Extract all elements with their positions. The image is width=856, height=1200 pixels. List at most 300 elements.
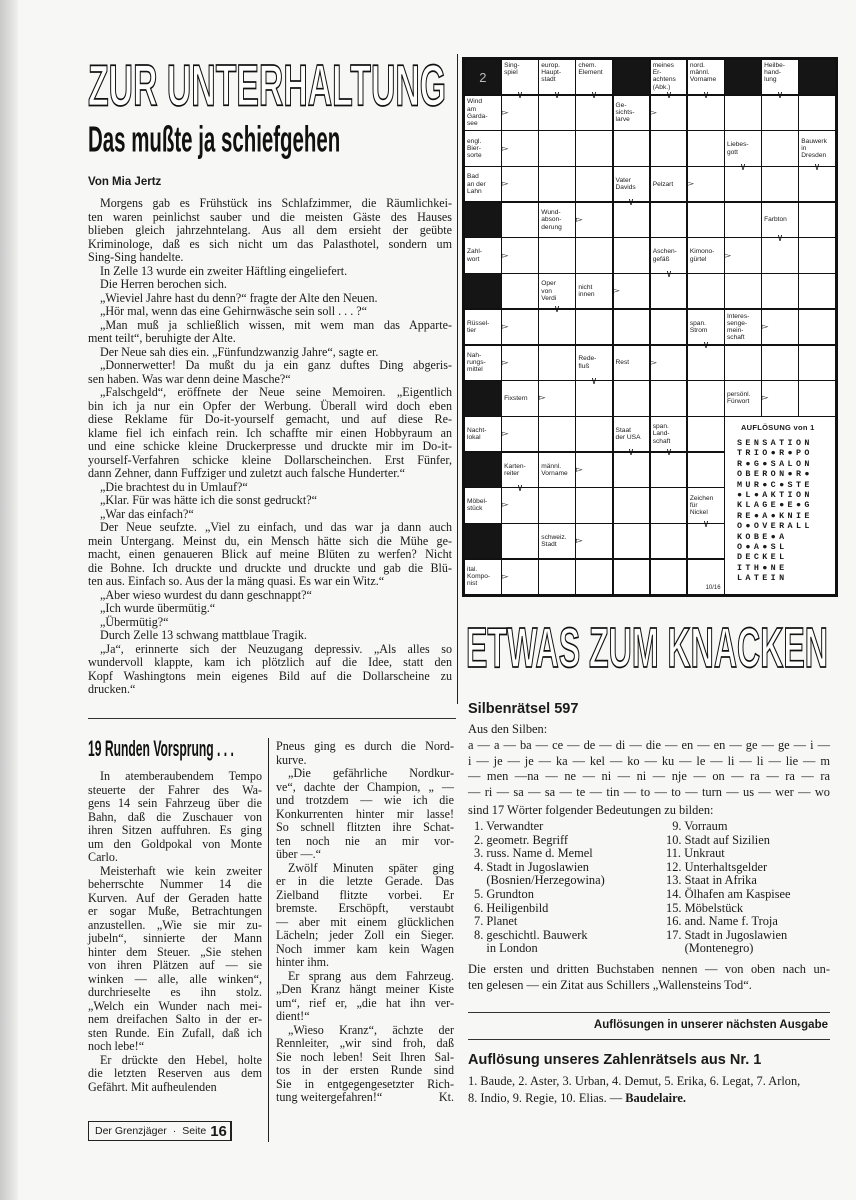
clue-text: Heilbe- hand- lung — [764, 62, 785, 84]
paragraph — [88, 197, 452, 265]
clue-cell — [614, 96, 657, 130]
clue-text: meines Er- achtens (Abk.) — [652, 62, 676, 91]
empty-cell[interactable] — [799, 310, 835, 344]
clue-text: Nacht- lokal — [467, 426, 487, 442]
empty-cell[interactable] — [576, 417, 612, 451]
solution-line: DECKEL — [736, 552, 788, 563]
arrow-down-icon: V — [740, 162, 745, 172]
text-line: „Wieviel Jahre hast du denn?“ fragte der Alte den Neuen. — [100, 290, 378, 305]
syllable-line: — ri — sa — sa — te — tin — to — to — turn — us — wer — wo — [468, 784, 830, 799]
text-line: Carlo. — [88, 850, 118, 864]
empty-cell[interactable] — [725, 203, 761, 237]
text-line: mein Untergang. Meinst du, ein Mensch hätte sich die Mühe ge- — [88, 533, 452, 548]
clue-cell — [502, 453, 538, 493]
text-line: „War das einfach?“ — [100, 506, 194, 521]
clue-item: 5. Grundton — [474, 886, 534, 901]
clue-item: 13. Staat in Afrika — [666, 873, 757, 888]
text-line: er in die letzte Gerade. Das — [276, 874, 454, 888]
clue-text: Vater Davids — [615, 177, 636, 192]
text-line: Kopf Washingtons mein eigenes Bild auf die Dollarscheine zu — [88, 668, 452, 683]
clue-cell — [465, 131, 508, 165]
empty-cell[interactable] — [725, 274, 761, 308]
empty-cell[interactable] — [614, 381, 650, 415]
text-line: — aber mit einem glücklichen — [276, 914, 454, 929]
clue-cell — [465, 238, 508, 272]
clue-text: nord. männl. Vorname — [689, 62, 717, 84]
text-line: von ihren Plätzen auf — sie — [88, 958, 262, 972]
empty-cell[interactable] — [688, 131, 724, 165]
clue-cell — [465, 488, 508, 522]
text-line: Lächeln; jeder Zoll ein Sieger. — [276, 928, 454, 942]
clue-item: 3. russ. Name d. Memel — [474, 846, 593, 861]
story2-column-2 — [276, 740, 454, 1105]
text-line: wundervoll klappte, kam ich plötzlich auf die Idee, statt den — [88, 655, 452, 669]
black-cell — [465, 524, 501, 558]
empty-cell[interactable] — [688, 381, 724, 415]
clue-text: Wund- abson- derung — [541, 209, 562, 231]
empty-cell[interactable] — [614, 203, 650, 237]
clue-text: chem. Element — [578, 62, 603, 77]
empty-cell[interactable] — [651, 203, 687, 237]
solution-line: SENSATION — [736, 437, 813, 448]
empty-cell[interactable] — [539, 310, 575, 344]
solution-line: O●A●SL — [736, 541, 788, 552]
paragraph — [276, 740, 454, 767]
text-line: und eine schicke kleine Druckerpresse und druckte mir im Do-it- — [88, 439, 452, 453]
arrow-down-icon: V — [517, 91, 523, 101]
text-line: beherrschte Nummer 14 die — [88, 877, 262, 891]
paragraph — [88, 521, 452, 589]
clue-cell — [614, 167, 650, 208]
clue-cell — [539, 453, 583, 487]
zahlenraetsel-line-1: 1. Baude, 2. Aster, 3. Urban, 4. Demut, 5. Erika, 6. Legat, 7. Arlon, — [468, 1074, 801, 1088]
empty-cell[interactable] — [614, 488, 650, 522]
arrow-right-icon: ▷ — [761, 323, 768, 330]
clue-text: Interes- senge- mein- schaft — [726, 312, 750, 342]
empty-cell[interactable] — [688, 417, 724, 451]
arrow-down-icon: V — [629, 448, 634, 458]
column-rule — [457, 54, 458, 704]
empty-cell[interactable] — [614, 453, 650, 487]
text-line: ihren Sitzen auffuhren. Es ging — [88, 823, 262, 837]
clue-item: 6. Heiligenbild — [474, 900, 549, 915]
empty-cell[interactable] — [725, 346, 761, 380]
clue-text: nicht innen — [578, 284, 595, 299]
page-label: Seite — [182, 1125, 207, 1137]
clue-cell — [688, 238, 731, 272]
clue-cell — [539, 60, 575, 101]
arrow-right-icon: ▷ — [501, 323, 508, 330]
arrow-down-icon: V — [629, 198, 634, 208]
silbenraetsel-title: Silbenrätsel 597 — [468, 701, 579, 717]
empty-cell[interactable] — [539, 560, 575, 594]
zahlenraetsel-answer: Baudelaire. — [625, 1091, 686, 1105]
empty-cell[interactable] — [539, 131, 575, 165]
zahlenraetsel-title: Auflösung unseres Zahlenrätsels aus Nr. 1 — [468, 1052, 762, 1068]
clue-cell — [539, 203, 583, 237]
arrow-down-icon: V — [703, 91, 708, 101]
paragraph — [88, 616, 452, 630]
empty-cell[interactable] — [799, 96, 835, 130]
text-line: „Die gefährliche Nordkur- — [288, 766, 454, 780]
empty-cell[interactable] — [762, 238, 798, 272]
clue-item: 17. Stadt in Jugoslawien (Montenegro) — [666, 927, 788, 956]
clue-text: Zeichen für Nickel — [689, 494, 714, 517]
clue-cell — [502, 60, 538, 101]
text-line: Sie noch leben! Seit Ihren Sal- — [276, 1049, 454, 1064]
empty-cell[interactable] — [576, 381, 612, 415]
text-line: ment teilt“, beruhigte der Alte. — [88, 331, 236, 345]
empty-cell[interactable] — [688, 96, 724, 130]
clue-text: Farbton — [764, 216, 787, 224]
paragraph — [88, 319, 452, 346]
empty-cell[interactable] — [688, 453, 724, 487]
solution-line: RE●A●KNIE — [736, 510, 813, 521]
clue-cell — [576, 346, 612, 386]
clue-cell — [614, 346, 657, 380]
clue-cell — [465, 167, 508, 201]
clue-cell — [688, 310, 724, 351]
clue-cell — [576, 274, 620, 308]
clue-cell — [762, 60, 798, 101]
empty-cell[interactable] — [614, 524, 650, 558]
clue-text: Möbel- stück — [467, 498, 488, 513]
empty-cell[interactable] — [576, 131, 612, 165]
black-cell — [465, 274, 501, 308]
empty-cell[interactable] — [502, 203, 538, 237]
empty-cell[interactable] — [614, 131, 650, 165]
text-line: „Die brachtest du in Umlauf?“ — [100, 479, 248, 494]
paragraph — [276, 1024, 454, 1105]
empty-cell[interactable] — [799, 274, 835, 308]
footer-separator: · — [172, 1125, 177, 1137]
text-line: hinter dem Steuer. „Sie stehen — [88, 944, 262, 959]
empty-cell[interactable] — [539, 417, 575, 451]
empty-cell[interactable] — [651, 274, 687, 308]
solution-line: O●OVERALL — [736, 521, 813, 532]
clue-text: ital. Kompo- nist — [467, 566, 491, 588]
byline: Von Mia Jertz — [88, 176, 162, 188]
page-edge-shadow — [0, 0, 18, 1200]
clue-item: 1. Verwandter — [474, 819, 544, 833]
text-line: um den Goldpokal von Monte — [88, 836, 262, 851]
page-number: 16 — [210, 1122, 227, 1140]
story2-column-1 — [88, 770, 262, 1094]
text-line: „Donnerwetter! Da mußt du ja ein ganz duftes Ding abgeris- — [100, 358, 452, 372]
empty-cell[interactable] — [502, 524, 538, 558]
solution-line: R●G●SALON — [736, 458, 813, 469]
empty-cell[interactable] — [799, 167, 835, 201]
clue-text: Pelzart — [652, 180, 674, 188]
clue-item: 10. Stadt auf Sizilien — [666, 832, 770, 847]
paragraph — [88, 508, 452, 522]
empty-cell[interactable] — [725, 96, 761, 130]
clue-cell — [651, 60, 687, 101]
empty-cell[interactable] — [762, 167, 798, 201]
empty-cell[interactable] — [576, 167, 612, 201]
paragraph — [88, 629, 452, 643]
clue-text: Bad an der Lahn — [467, 173, 486, 195]
paragraph — [88, 643, 452, 697]
text-line: „Welch ein Wunder nach mei- — [88, 998, 262, 1013]
signature: Kt. — [438, 1090, 454, 1104]
clue-text: Karten- reiter — [504, 462, 526, 477]
empty-cell[interactable] — [576, 560, 612, 594]
clue-item: 12. Unterhaltsgelder — [666, 859, 768, 874]
clue-text: Sing- spiel — [504, 62, 520, 77]
solution-line: MUR●C●STE — [736, 479, 813, 490]
text-line: Durch Zelle 13 schwang mattblaue Tragik. — [100, 628, 307, 642]
puzzle-code: 10/16 — [705, 584, 721, 591]
clue-text: Rüssel- tier — [467, 319, 490, 334]
arrow-down-icon: V — [703, 519, 708, 529]
arrow-right-icon: ▷ — [650, 359, 657, 366]
empty-cell[interactable] — [539, 96, 575, 130]
arrow-down-icon: V — [517, 483, 523, 493]
outro-line: ten gelesen — ein Zitat aus Schillers „Wallensteins Tod“. — [468, 977, 752, 992]
empty-cell[interactable] — [576, 96, 612, 130]
clue-cell — [651, 238, 687, 279]
empty-cell[interactable] — [651, 310, 687, 344]
arrow-down-icon: V — [666, 91, 671, 101]
empty-cell[interactable] — [799, 238, 835, 272]
text-line: „Den Kranz hängt meiner Kiste — [276, 982, 454, 996]
text-line: Rennleiter, „wir sind froh, daß — [276, 1036, 454, 1050]
clue-item: 15. Möbelstück — [666, 900, 744, 915]
text-line: jubeln“, sinnierte der Mann — [88, 931, 262, 945]
empty-cell[interactable] — [799, 203, 835, 237]
arrow-down-icon: V — [555, 305, 560, 315]
empty-cell[interactable] — [651, 488, 687, 522]
text-line: tos in der ersten Runde sind — [276, 1063, 454, 1077]
empty-cell[interactable] — [651, 381, 687, 415]
puzzle-section-title: ETWAS ZUM KNACKEN — [466, 616, 828, 680]
empty-cell[interactable] — [651, 560, 687, 594]
clue-text: Rede- fluß — [578, 355, 597, 370]
empty-cell[interactable] — [614, 238, 650, 272]
clue-cell — [465, 560, 508, 594]
arrow-right-icon: ▷ — [501, 431, 508, 437]
zahlenraetsel-line-2-row — [468, 1091, 686, 1106]
clue-text: engl. Bier- sorte — [467, 137, 482, 160]
clue-text: Kimono- gürtel — [689, 248, 715, 263]
paragraph — [88, 386, 452, 481]
empty-cell[interactable] — [614, 310, 650, 344]
solution-title: AUFLÖSUNG von 1 — [740, 422, 815, 432]
empty-cell[interactable] — [539, 238, 575, 272]
clue-text: Aschen- gefäß — [652, 248, 677, 263]
empty-cell[interactable] — [762, 346, 798, 380]
solution-line: TRIO●R●PO — [736, 448, 813, 459]
empty-cell[interactable] — [576, 488, 612, 522]
arrow-right-icon: ▷ — [575, 538, 583, 544]
text-line: klame fiel ich einfach rein. Ich schaffte mir einen Hobbyraum an — [88, 425, 452, 440]
empty-cell[interactable] — [539, 167, 575, 201]
paragraph — [88, 494, 452, 508]
text-line: Sie in entgegengesetzter Rich- — [276, 1076, 454, 1091]
clue-cell — [651, 417, 687, 458]
text-line: „Hör mal, wenn das eine Gehirnwäsche sein soll . . . ?“ — [100, 304, 367, 318]
clue-cell — [725, 381, 768, 415]
text-line: So schnell flitzten ihre Schat- — [276, 820, 454, 834]
clue-text: schweiz. Stadt — [541, 533, 567, 549]
text-line: Der Neue sah dies ein. „Fünfundzwanzig Jahre“, sagte er. — [100, 344, 379, 359]
text-line: Kriminologe, daß es sich nicht um das Palasthotel, sondern um — [88, 236, 452, 251]
empty-cell[interactable] — [688, 524, 724, 558]
text-line: yourself-Verfahren schicke kleine Dollarscheinchen. Erst Fünfer, — [88, 452, 452, 467]
arrow-down-icon: V — [777, 91, 783, 101]
clue-item: 4. Stadt in Jugoslawien (Bosnien/Herzegowina) — [474, 859, 605, 888]
clue-text: Wind am Garda- see — [467, 98, 488, 128]
paragraph — [276, 862, 454, 970]
text-line: ten aus. Einfach so. Aus der la mäng quasi. Es war ein Witz.“ — [88, 574, 385, 588]
clue-item: 7. Planet — [474, 914, 518, 929]
empty-cell[interactable] — [539, 488, 575, 522]
story-divider — [88, 718, 456, 719]
syllable-line: i — je — je — ka — kel — ko — ku — le — li — li — lie — m — [468, 753, 830, 768]
paragraph — [88, 346, 452, 360]
clue-text: männl. Vorname — [541, 462, 568, 477]
empty-cell[interactable] — [651, 453, 687, 487]
arrow-down-icon: V — [777, 234, 783, 244]
arrow-right-icon: ▷ — [687, 181, 694, 187]
text-line: Meisterhaft wie kein zweiter — [100, 863, 262, 878]
silbenraetsel-intro: Aus den Silben: — [468, 722, 548, 736]
text-line: Die Herren berochen sich. — [100, 277, 227, 291]
paragraph — [88, 770, 262, 865]
text-line: dann Zehner, dann Fuffziger und zuletzt auch falsche Hunderter.“ — [88, 466, 405, 480]
text-line: über —.“ — [276, 847, 321, 861]
arrow-right-icon: ▷ — [613, 288, 620, 294]
empty-cell[interactable] — [799, 346, 835, 380]
empty-cell[interactable] — [762, 274, 798, 308]
text-line: noch lebe!“ — [88, 1039, 145, 1053]
empty-cell[interactable] — [614, 560, 650, 594]
text-line: ve“, dachte der Champion, „ — — [276, 779, 454, 794]
empty-cell[interactable] — [651, 131, 687, 165]
empty-cell[interactable] — [762, 131, 798, 165]
column-rule — [268, 738, 269, 1142]
text-line: Er sprang aus dem Fahrzeug. — [288, 968, 454, 983]
syllable-line: a — a — ba — ce — de — di — die — en — en — ge — ge — i — — [468, 738, 830, 752]
empty-cell[interactable] — [688, 560, 724, 594]
paragraph — [88, 602, 452, 616]
text-line: ten waren peinlichst sauber und die meisten Gäste des Hauses — [88, 209, 452, 224]
empty-cell[interactable] — [576, 238, 612, 272]
paragraph — [88, 359, 452, 386]
arrow-right-icon: ▷ — [650, 109, 657, 116]
paragraph — [88, 865, 262, 1054]
clue-text: Fixstern — [504, 394, 528, 402]
solution-line: KLAGE●E●G — [736, 500, 813, 511]
notice-rule-top — [468, 1012, 830, 1013]
paragraph — [88, 292, 452, 306]
empty-cell[interactable] — [688, 274, 724, 308]
empty-cell[interactable] — [688, 346, 724, 380]
text-line: sen haben. Was war denn deine Masche?“ — [88, 371, 291, 386]
arrow-right-icon: ▷ — [575, 216, 583, 223]
clue-cell — [539, 274, 575, 315]
clue-item: 11. Unkraut — [666, 846, 725, 861]
story-body — [88, 197, 452, 697]
paragraph — [276, 767, 454, 862]
text-line: Zielband flitzte vorbei. Er — [276, 887, 454, 902]
text-line: kurve. — [276, 752, 307, 767]
solution-line: ITH●NE — [736, 562, 788, 573]
clue-cell — [651, 167, 694, 201]
text-line: blieben gleich jahrzehntelang. Aus all dem ersieht der geübte — [88, 223, 452, 237]
solution-line: LATEIN — [736, 573, 788, 584]
arrow-right-icon: ▷ — [501, 109, 508, 116]
clue-cell — [725, 310, 768, 344]
paragraph — [88, 278, 452, 292]
text-line: „Ich wurde übermütig.“ — [100, 601, 216, 615]
paragraph — [276, 970, 454, 1024]
text-line: macht, einen genaueren Blick auf meine Blüten zu werfen? Nicht — [88, 547, 452, 561]
clue-cell — [502, 381, 545, 415]
text-line: „Klar. Für was hätte ich die sonst gedruckt?“ — [100, 493, 317, 507]
empty-cell[interactable] — [762, 96, 798, 130]
paragraph — [88, 481, 452, 495]
arrow-right-icon: ▷ — [501, 359, 508, 366]
black-cell — [799, 60, 835, 94]
text-line: Konkurrenten hinter mir lasse! — [276, 806, 454, 821]
text-line: tung weitergefahren!“ Kt. — [276, 1090, 454, 1104]
arrow-right-icon: ▷ — [575, 466, 583, 473]
clue-list-left — [474, 820, 605, 956]
text-line: sten Runde. Ein Zufall, daß ich — [88, 1025, 262, 1040]
arrow-right-icon: ▷ — [724, 252, 731, 258]
empty-cell[interactable] — [576, 310, 612, 344]
clue-cell — [465, 417, 508, 451]
text-line: Zwölf Minuten später ging — [288, 860, 454, 875]
empty-cell[interactable] — [688, 203, 724, 237]
clue-item: 8. geschichtl. Bauwerk in London — [474, 927, 588, 956]
empty-cell[interactable] — [539, 346, 575, 380]
clue-text: Bauwerk in Dresden — [801, 137, 827, 160]
text-line: In Zelle 13 wurde ein zweiter Häftling eingeliefert. — [100, 263, 348, 278]
text-line: Bahn, daß die Zuschauer von — [88, 809, 262, 824]
empty-cell[interactable] — [725, 167, 761, 201]
syllable-list — [468, 738, 830, 800]
black-cell — [725, 60, 761, 94]
clue-cell — [614, 417, 650, 458]
clue-cell — [465, 310, 508, 344]
empty-cell[interactable] — [502, 274, 538, 308]
puzzle-number: 2 — [465, 60, 501, 94]
text-line: „Wieso Kranz“, ächzte der — [288, 1022, 454, 1037]
black-cell — [465, 453, 501, 487]
arrow-right-icon: ▷ — [501, 502, 508, 508]
paragraph — [88, 265, 452, 279]
text-line: nem dreifachen Salto in der er- — [88, 1012, 262, 1026]
text-line: durchrieselte es ihn stolz. — [88, 985, 262, 999]
crossword-grid — [462, 57, 838, 597]
text-line: Morgens gab es Frühstück ins Schlafzimmer, die Räumlichkei- — [100, 196, 452, 210]
arrow-right-icon: ▷ — [538, 395, 545, 401]
solution-line: ●L●AKTION — [736, 489, 813, 500]
empty-cell[interactable] — [799, 381, 835, 415]
arrow-down-icon: V — [592, 91, 597, 101]
empty-cell[interactable] — [651, 524, 687, 558]
arrow-right-icon: ▷ — [501, 145, 508, 151]
clue-text: span. Land- schaft — [652, 423, 671, 445]
text-line: bin ich ja nur ein Opfer der Werbung. Überall wird doch eben — [88, 398, 452, 413]
clue-text: Rest — [615, 359, 630, 367]
solution-lines — [731, 438, 829, 584]
clue-text: Zahl- wort — [467, 248, 483, 263]
text-line: und trotzdem — wie ich die — [276, 793, 454, 807]
